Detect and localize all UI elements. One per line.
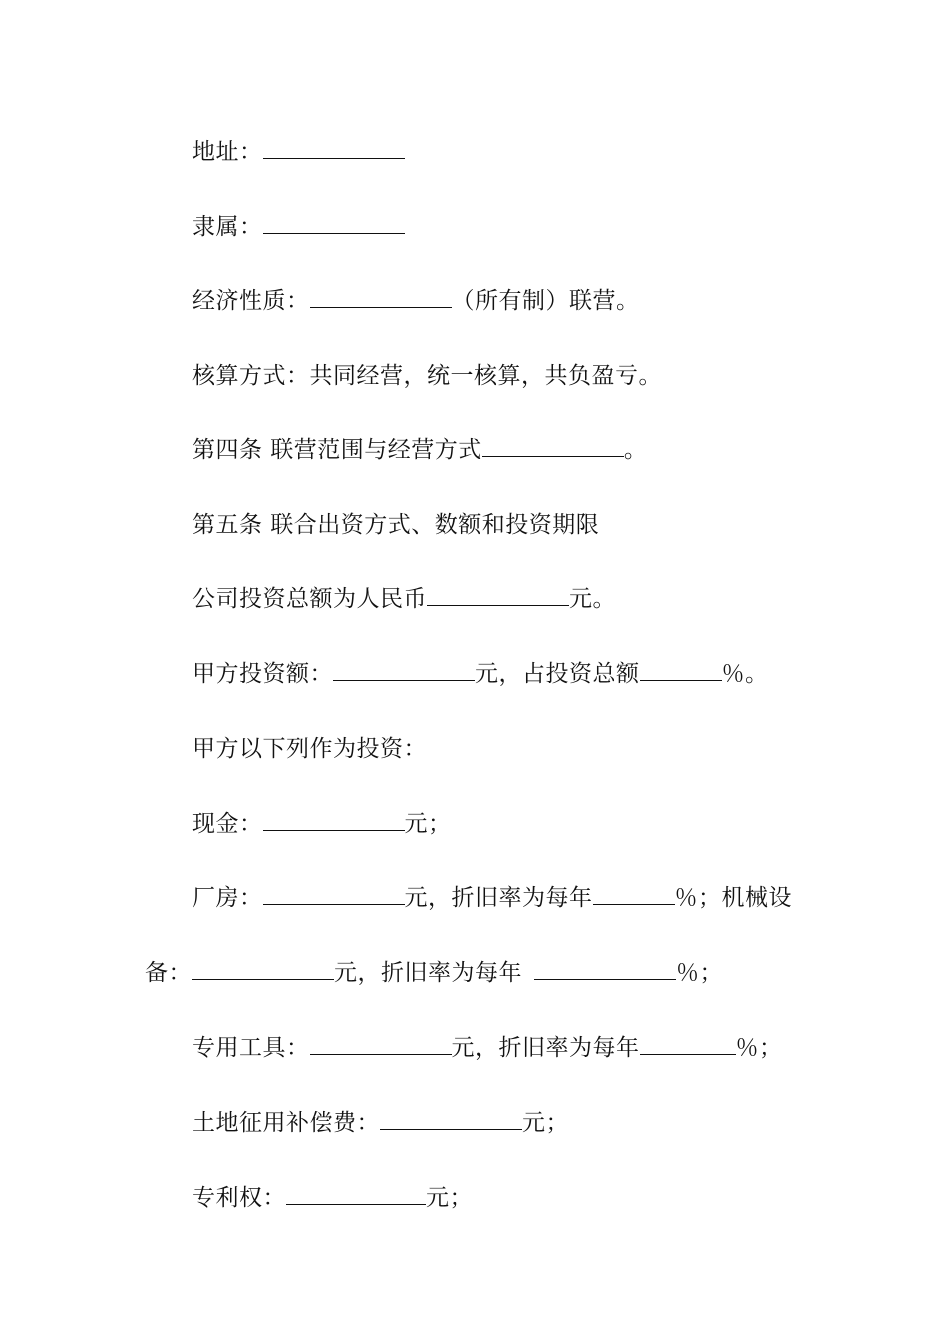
party-a-percent-blank[interactable] xyxy=(640,658,722,681)
address-label: 地址： xyxy=(192,139,263,165)
address-line xyxy=(192,136,405,168)
plant-amount-blank[interactable] xyxy=(263,882,405,905)
cash-label: 现金： xyxy=(192,811,263,837)
party-a-investment-line xyxy=(192,658,769,690)
land-compensation-label: 土地征用补偿费： xyxy=(192,1110,380,1136)
plant-line xyxy=(192,882,792,914)
equipment-amount-blank[interactable] xyxy=(192,957,334,980)
economic-nature-blank[interactable] xyxy=(310,285,452,308)
affiliation-label: 隶属： xyxy=(192,214,263,240)
equipment-line xyxy=(145,957,723,989)
patent-suffix: 元； xyxy=(426,1185,473,1211)
article-4-blank[interactable] xyxy=(482,434,624,457)
article-4-heading: 第四条 联营范围与经营方式 xyxy=(192,437,482,463)
party-a-investment-middle: 元，占投资总额 xyxy=(475,661,640,687)
patent-label: 专利权： xyxy=(192,1185,286,1211)
plant-suffix: ％；机械设 xyxy=(674,885,792,911)
land-compensation-suffix: 元； xyxy=(522,1110,569,1136)
accounting-method-line xyxy=(192,360,662,392)
accounting-method-text: 核算方式：共同经营，统一核算，共负盈亏。 xyxy=(192,363,662,389)
party-a-forms-line xyxy=(192,733,427,765)
special-tools-label: 专用工具： xyxy=(192,1035,310,1061)
total-investment-line xyxy=(192,583,616,615)
party-a-amount-blank[interactable] xyxy=(333,658,475,681)
affiliation-line xyxy=(192,211,405,243)
party-a-investment-label: 甲方投资额： xyxy=(192,661,333,687)
address-blank[interactable] xyxy=(263,136,405,159)
economic-nature-line xyxy=(192,285,640,317)
land-compensation-blank[interactable] xyxy=(380,1107,522,1130)
special-tools-middle: 元，折旧率为每年 xyxy=(451,1035,640,1061)
article-5-heading: 第五条 联合出资方式、数额和投资期限 xyxy=(192,512,600,538)
land-compensation-line xyxy=(192,1107,569,1139)
plant-label: 厂房： xyxy=(192,885,263,911)
patent-line xyxy=(192,1182,473,1214)
plant-rate-blank[interactable] xyxy=(593,882,675,905)
economic-nature-label: 经济性质： xyxy=(192,288,310,314)
party-a-investment-suffix: ％。 xyxy=(721,661,769,687)
economic-nature-suffix: （所有制）联营。 xyxy=(451,288,640,314)
party-a-forms-text: 甲方以下列作为投资： xyxy=(192,736,427,762)
special-tools-suffix: ％； xyxy=(735,1035,783,1061)
total-investment-label: 公司投资总额为人民币 xyxy=(192,586,427,612)
special-tools-amount-blank[interactable] xyxy=(310,1032,452,1055)
equipment-suffix: ％； xyxy=(676,960,723,986)
patent-blank[interactable] xyxy=(286,1182,426,1205)
special-tools-rate-blank[interactable] xyxy=(640,1032,736,1055)
cash-suffix: 元； xyxy=(404,811,452,837)
cash-line xyxy=(192,808,452,840)
equipment-middle: 元，折旧率为每年 xyxy=(334,960,522,986)
total-investment-suffix: 元。 xyxy=(569,586,616,612)
cash-blank[interactable] xyxy=(263,808,405,831)
plant-middle: 元，折旧率为每年 xyxy=(404,885,593,911)
article-4-suffix: 。 xyxy=(623,437,648,463)
article-4-line xyxy=(192,434,647,466)
article-5-line xyxy=(192,509,599,541)
affiliation-blank[interactable] xyxy=(263,211,405,234)
equipment-label: 备： xyxy=(145,960,192,986)
equipment-rate-blank[interactable] xyxy=(534,957,676,980)
special-tools-line xyxy=(192,1032,783,1064)
total-investment-blank[interactable] xyxy=(427,583,569,606)
